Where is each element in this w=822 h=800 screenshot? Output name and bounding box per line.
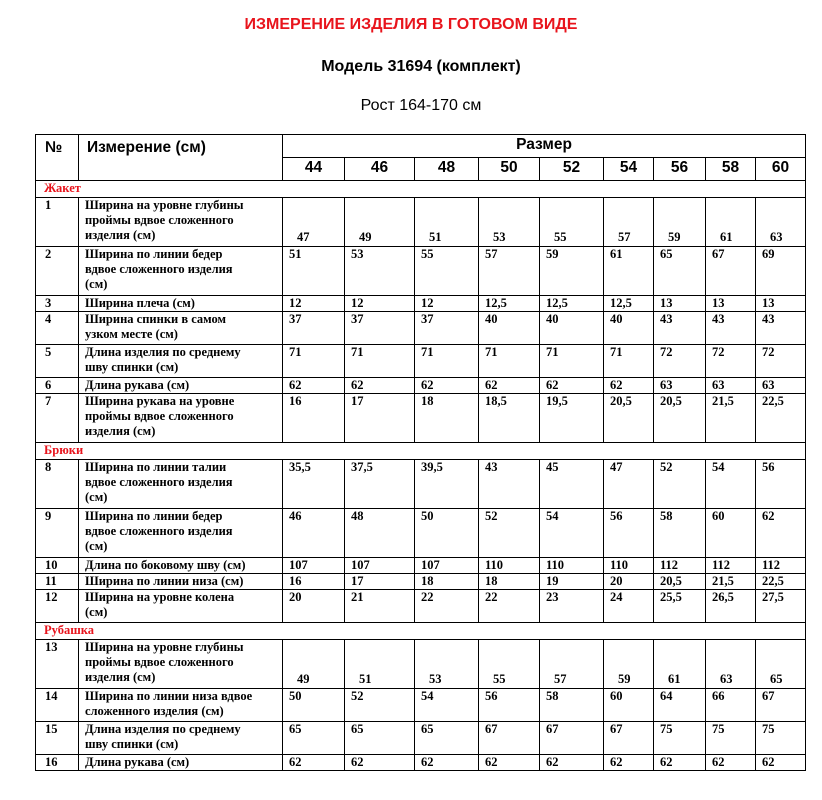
size-value-cell: 21,5	[706, 574, 756, 590]
size-value-cell: 47	[604, 460, 654, 509]
measurement-label-line: шву спинки (см)	[85, 360, 179, 374]
size-value-cell: 19	[540, 574, 604, 590]
size-value-cell: 67	[756, 689, 806, 722]
size-header-cell: 56	[654, 158, 706, 181]
measurement-label-line: узком месте (см)	[85, 327, 178, 341]
size-value-cell: 39,5	[415, 460, 479, 509]
table-row	[36, 640, 806, 689]
size-value-cell: 53	[345, 247, 415, 296]
measurement-label	[79, 312, 283, 345]
size-value-cell: 21	[345, 590, 415, 623]
size-value-cell: 59	[654, 198, 706, 247]
measurement-label-line: Длина изделия по среднему	[85, 345, 241, 359]
size-value-cell: 24	[604, 590, 654, 623]
measurement-column-header: Измерение (см)	[79, 135, 283, 181]
table-row	[36, 247, 806, 296]
row-number: 15	[36, 722, 79, 755]
size-value-cell: 19,5	[540, 394, 604, 443]
measurement-label-line: Ширина по линии низа вдвое	[85, 689, 253, 703]
size-value-cell: 71	[540, 345, 604, 378]
size-value-cell: 52	[479, 509, 540, 558]
size-value-cell: 71	[345, 345, 415, 378]
measurement-label-line: Длина изделия по среднему	[85, 722, 241, 736]
measurement-label-line: изделия (см)	[85, 670, 156, 684]
size-value-cell: 107	[283, 558, 345, 574]
measurement-label	[79, 198, 283, 247]
measurement-label	[79, 296, 283, 312]
size-value-cell: 72	[654, 345, 706, 378]
size-value-cell: 12,5	[540, 296, 604, 312]
size-value-cell: 112	[654, 558, 706, 574]
height-range: Рост 164-170 см	[360, 97, 482, 114]
table-row	[36, 312, 806, 345]
size-value-cell: 13	[654, 296, 706, 312]
size-value-cell: 56	[604, 509, 654, 558]
row-number: 16	[36, 755, 79, 771]
size-value-cell: 63	[654, 378, 706, 394]
size-value-cell: 62	[479, 755, 540, 771]
measurement-label-line: (см)	[85, 490, 108, 504]
size-value-cell: 62	[756, 755, 806, 771]
size-value-cell: 27,5	[756, 590, 806, 623]
measurement-label	[79, 509, 283, 558]
size-value-cell: 62	[604, 755, 654, 771]
size-value-cell: 67	[479, 722, 540, 755]
size-header-cell: 48	[415, 158, 479, 181]
table-row	[36, 198, 806, 247]
row-number: 12	[36, 590, 79, 623]
measurement-label	[79, 247, 283, 296]
measurement-label-line: Ширина по линии бедер	[85, 509, 223, 523]
size-value-cell: 43	[654, 312, 706, 345]
size-value-cell: 72	[706, 345, 756, 378]
row-number: 5	[36, 345, 79, 378]
row-number: 8	[36, 460, 79, 509]
size-value-cell: 53	[479, 198, 540, 247]
measurement-label-line: Ширина рукава на уровне	[85, 394, 235, 408]
size-value-cell: 52	[654, 460, 706, 509]
table-row	[36, 689, 806, 722]
size-value-cell: 51	[415, 198, 479, 247]
measurement-label-line: Ширина на уровне колена	[85, 590, 235, 604]
measurement-label-line: вдвое сложенного изделия	[85, 262, 233, 276]
size-value-cell: 37	[345, 312, 415, 345]
row-number: 11	[36, 574, 79, 590]
size-value-cell: 63	[706, 378, 756, 394]
size-value-cell: 18,5	[479, 394, 540, 443]
size-value-cell: 49	[283, 640, 345, 689]
measurements-table	[35, 134, 806, 771]
size-value-cell: 62	[415, 755, 479, 771]
size-value-cell: 56	[756, 460, 806, 509]
size-value-cell: 12,5	[479, 296, 540, 312]
measurement-label	[79, 689, 283, 722]
measurement-label-line: Длина рукава (см)	[85, 755, 190, 769]
size-value-cell: 22,5	[756, 394, 806, 443]
size-value-cell: 65	[415, 722, 479, 755]
size-value-cell: 56	[479, 689, 540, 722]
size-value-cell: 75	[706, 722, 756, 755]
size-value-cell: 71	[604, 345, 654, 378]
size-value-cell: 62	[540, 378, 604, 394]
size-value-cell: 71	[479, 345, 540, 378]
size-value-cell: 13	[706, 296, 756, 312]
table-row	[36, 345, 806, 378]
size-value-cell: 20	[604, 574, 654, 590]
size-header-cell: 58	[706, 158, 756, 181]
size-value-cell: 62	[345, 378, 415, 394]
size-value-cell: 37	[283, 312, 345, 345]
size-value-cell: 65	[345, 722, 415, 755]
measurement-label	[79, 722, 283, 755]
measurement-label	[79, 574, 283, 590]
size-header-cell: 44	[283, 158, 345, 181]
size-value-cell: 62	[345, 755, 415, 771]
size-value-cell: 43	[479, 460, 540, 509]
size-value-cell: 60	[604, 689, 654, 722]
measurement-label-line: Ширина на уровне глубины	[85, 198, 244, 212]
table-row	[36, 590, 806, 623]
size-value-cell: 12	[345, 296, 415, 312]
size-value-cell: 110	[479, 558, 540, 574]
size-value-cell: 54	[415, 689, 479, 722]
measurement-label-line: шву спинки (см)	[85, 737, 179, 751]
table-row	[36, 509, 806, 558]
measurement-label-line: вдвое сложенного изделия	[85, 524, 233, 538]
section-title: Брюки	[36, 443, 806, 460]
size-value-cell: 63	[756, 378, 806, 394]
measurement-label-line: Ширина плеча (см)	[85, 296, 195, 310]
size-value-cell: 61	[604, 247, 654, 296]
measurement-label-line: проймы вдвое сложенного	[85, 213, 234, 227]
section-row	[36, 443, 806, 460]
header-row	[36, 135, 806, 158]
size-value-cell: 112	[706, 558, 756, 574]
section-row	[36, 623, 806, 640]
size-value-cell: 59	[540, 247, 604, 296]
size-value-cell: 62	[283, 755, 345, 771]
row-number: 1	[36, 198, 79, 247]
measurement-label-line: проймы вдвое сложенного	[85, 409, 234, 423]
size-value-cell: 62	[540, 755, 604, 771]
size-value-cell: 62	[415, 378, 479, 394]
size-value-cell: 12	[415, 296, 479, 312]
size-value-cell: 58	[654, 509, 706, 558]
size-header-cell: 50	[479, 158, 540, 181]
size-value-cell: 50	[415, 509, 479, 558]
size-value-cell: 43	[756, 312, 806, 345]
size-value-cell: 18	[479, 574, 540, 590]
table-row	[36, 755, 806, 771]
size-header-cell: 46	[345, 158, 415, 181]
size-value-cell: 53	[415, 640, 479, 689]
row-number: 10	[36, 558, 79, 574]
size-value-cell: 48	[345, 509, 415, 558]
size-value-cell: 26,5	[706, 590, 756, 623]
section-title: Жакет	[36, 181, 806, 198]
measurement-label-line: Ширина по линии низа (см)	[85, 574, 244, 588]
measurement-label-line: Ширина на уровне глубины	[85, 640, 244, 654]
table-row	[36, 722, 806, 755]
size-value-cell: 20	[283, 590, 345, 623]
size-value-cell: 37	[415, 312, 479, 345]
measurement-label-line: (см)	[85, 605, 108, 619]
size-value-cell: 62	[479, 378, 540, 394]
size-value-cell: 67	[540, 722, 604, 755]
size-header-cell: 52	[540, 158, 604, 181]
row-number: 14	[36, 689, 79, 722]
size-value-cell: 63	[756, 198, 806, 247]
size-value-cell: 13	[756, 296, 806, 312]
measurement-label	[79, 460, 283, 509]
size-value-cell: 45	[540, 460, 604, 509]
size-value-cell: 40	[540, 312, 604, 345]
size-value-cell: 20,5	[604, 394, 654, 443]
size-value-cell: 23	[540, 590, 604, 623]
size-value-cell: 16	[283, 394, 345, 443]
size-value-cell: 110	[540, 558, 604, 574]
size-value-cell: 46	[283, 509, 345, 558]
size-value-cell: 55	[415, 247, 479, 296]
size-value-cell: 22	[479, 590, 540, 623]
document-title: ИЗМЕРЕНИЕ ИЗДЕЛИЯ В ГОТОВОМ ВИДЕ	[244, 16, 578, 33]
size-value-cell: 62	[706, 755, 756, 771]
measurement-label	[79, 755, 283, 771]
section-title: Рубашка	[36, 623, 806, 640]
measurement-label-line: изделия (см)	[85, 424, 156, 438]
size-value-cell: 51	[345, 640, 415, 689]
size-value-cell: 49	[345, 198, 415, 247]
size-value-cell: 71	[415, 345, 479, 378]
size-value-cell: 62	[283, 378, 345, 394]
size-value-cell: 59	[604, 640, 654, 689]
measurement-label-line: Ширина по линии бедер	[85, 247, 223, 261]
size-value-cell: 64	[654, 689, 706, 722]
size-value-cell: 21,5	[706, 394, 756, 443]
size-value-cell: 55	[540, 198, 604, 247]
row-number: 3	[36, 296, 79, 312]
size-value-cell: 25,5	[654, 590, 706, 623]
size-value-cell: 69	[756, 247, 806, 296]
size-value-cell: 50	[283, 689, 345, 722]
size-value-cell: 57	[540, 640, 604, 689]
row-number: 2	[36, 247, 79, 296]
size-value-cell: 37,5	[345, 460, 415, 509]
size-value-cell: 107	[345, 558, 415, 574]
size-value-cell: 18	[415, 574, 479, 590]
size-header-cell: 60	[756, 158, 806, 181]
measurement-label	[79, 345, 283, 378]
size-value-cell: 61	[654, 640, 706, 689]
size-value-cell: 62	[654, 755, 706, 771]
size-value-cell: 65	[756, 640, 806, 689]
size-value-cell: 17	[345, 394, 415, 443]
model-name: Модель 31694 (комплект)	[321, 58, 521, 75]
measurement-label	[79, 640, 283, 689]
size-value-cell: 65	[654, 247, 706, 296]
size-group-header: Размер	[283, 135, 806, 158]
size-value-cell: 40	[604, 312, 654, 345]
size-value-cell: 66	[706, 689, 756, 722]
size-value-cell: 43	[706, 312, 756, 345]
measurement-label-line: (см)	[85, 539, 108, 553]
table-row	[36, 378, 806, 394]
size-value-cell: 22	[415, 590, 479, 623]
measurement-label-line: Длина по боковому шву (см)	[85, 558, 246, 572]
table-row	[36, 296, 806, 312]
measurement-label-line: Длина рукава (см)	[85, 378, 190, 392]
measurement-label	[79, 394, 283, 443]
measurement-label-line: изделия (см)	[85, 228, 156, 242]
table-row	[36, 574, 806, 590]
size-header-cell: 54	[604, 158, 654, 181]
size-value-cell: 57	[479, 247, 540, 296]
measurement-label-line: проймы вдвое сложенного	[85, 655, 234, 669]
size-value-cell: 72	[756, 345, 806, 378]
row-number: 4	[36, 312, 79, 345]
size-value-cell: 22,5	[756, 574, 806, 590]
size-value-cell: 54	[540, 509, 604, 558]
size-value-cell: 62	[756, 509, 806, 558]
section-row	[36, 181, 806, 198]
measurement-label	[79, 558, 283, 574]
size-value-cell: 110	[604, 558, 654, 574]
size-value-cell: 112	[756, 558, 806, 574]
size-value-cell: 63	[706, 640, 756, 689]
measurement-label	[79, 590, 283, 623]
size-value-cell: 62	[604, 378, 654, 394]
row-number: 7	[36, 394, 79, 443]
measurement-label-line: вдвое сложенного изделия	[85, 475, 233, 489]
table-row	[36, 394, 806, 443]
number-column-header: №	[36, 135, 79, 181]
size-value-cell: 35,5	[283, 460, 345, 509]
size-value-cell: 71	[283, 345, 345, 378]
size-value-cell: 16	[283, 574, 345, 590]
table-row	[36, 558, 806, 574]
size-value-cell: 58	[540, 689, 604, 722]
row-number: 9	[36, 509, 79, 558]
size-value-cell: 12	[283, 296, 345, 312]
size-value-cell: 18	[415, 394, 479, 443]
size-value-cell: 47	[283, 198, 345, 247]
row-number: 6	[36, 378, 79, 394]
size-value-cell: 55	[479, 640, 540, 689]
measurement-label-line: Ширина по линии талии	[85, 460, 227, 474]
table-row	[36, 460, 806, 509]
measurement-label-line: сложенного изделия (см)	[85, 704, 224, 718]
row-number: 13	[36, 640, 79, 689]
size-value-cell: 12,5	[604, 296, 654, 312]
size-value-cell: 75	[654, 722, 706, 755]
measurement-label-line: Ширина спинки в самом	[85, 312, 227, 326]
size-value-cell: 67	[604, 722, 654, 755]
size-value-cell: 54	[706, 460, 756, 509]
size-value-cell: 52	[345, 689, 415, 722]
size-value-cell: 65	[283, 722, 345, 755]
size-value-cell: 57	[604, 198, 654, 247]
size-value-cell: 51	[283, 247, 345, 296]
size-value-cell: 67	[706, 247, 756, 296]
size-value-cell: 20,5	[654, 574, 706, 590]
measurement-label-line: (см)	[85, 277, 108, 291]
size-value-cell: 61	[706, 198, 756, 247]
size-value-cell: 20,5	[654, 394, 706, 443]
measurement-label	[79, 378, 283, 394]
size-value-cell: 40	[479, 312, 540, 345]
size-value-cell: 75	[756, 722, 806, 755]
size-value-cell: 60	[706, 509, 756, 558]
size-value-cell: 17	[345, 574, 415, 590]
size-value-cell: 107	[415, 558, 479, 574]
